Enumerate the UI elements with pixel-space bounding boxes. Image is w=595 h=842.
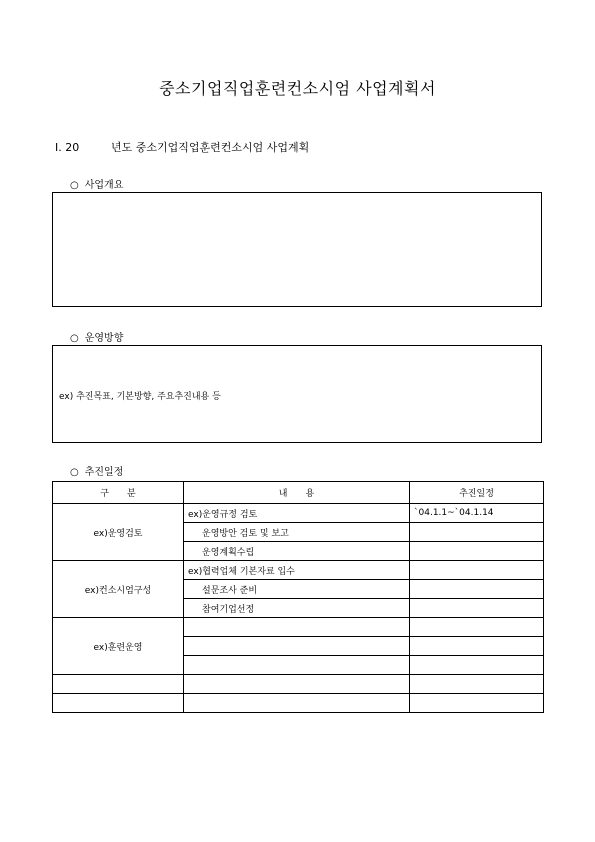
section-number: Ⅰ. 20 [55, 141, 80, 154]
bullet-circle-icon: ○ [70, 180, 79, 191]
table-row [53, 618, 544, 637]
content-cell[interactable] [184, 675, 410, 694]
subsection-direction-heading [70, 329, 123, 344]
content-cell[interactable]: 참여기업선정 [184, 599, 410, 618]
table-header-row [53, 482, 544, 504]
schedule-table [52, 481, 544, 713]
content-cell[interactable] [184, 637, 410, 656]
content-cell[interactable]: 운영방안 검토 및 보고 [184, 523, 410, 542]
schedule-cell[interactable] [410, 523, 544, 542]
bullet-circle-icon: ○ [70, 333, 79, 344]
section-title: 년도 중소기업직업훈련컨소시엄 사업계획 [111, 141, 310, 154]
category-cell[interactable]: ex)훈련운영 [53, 618, 184, 675]
header-category: 구 분 [53, 482, 184, 504]
bullet-circle-icon: ○ [70, 467, 79, 478]
content-cell[interactable]: ex)운영규정 검토 [184, 504, 410, 523]
overview-input-box[interactable] [52, 192, 542, 307]
schedule-cell[interactable] [410, 637, 544, 656]
schedule-cell[interactable] [410, 561, 544, 580]
content-cell[interactable] [184, 694, 410, 713]
subsection-overview-heading [70, 176, 123, 191]
schedule-cell[interactable] [410, 580, 544, 599]
content-cell[interactable]: ex)협력업체 기본자료 입수 [184, 561, 410, 580]
schedule-cell[interactable] [410, 542, 544, 561]
subsection-overview-label: 사업개요 [84, 180, 124, 191]
category-cell[interactable] [53, 694, 184, 713]
content-cell[interactable] [184, 656, 410, 675]
table-row [53, 504, 544, 523]
header-schedule: 추진일정 [410, 482, 544, 504]
subsection-schedule-heading [70, 463, 123, 478]
schedule-cell[interactable] [410, 694, 544, 713]
schedule-cell[interactable]: `04.1.1~`04.1.14 [410, 504, 544, 523]
subsection-direction-label: 운영방향 [84, 333, 124, 344]
schedule-cell[interactable] [410, 675, 544, 694]
category-cell[interactable] [53, 675, 184, 694]
document-title: 중소기업직업훈련컨소시엄 사업계획서 [159, 79, 436, 98]
table-row [53, 561, 544, 580]
direction-input-box[interactable] [52, 345, 542, 443]
category-cell[interactable]: ex)컨소시엄구성 [53, 561, 184, 618]
content-cell[interactable] [184, 618, 410, 637]
category-cell[interactable]: ex)운영검토 [53, 504, 184, 561]
schedule-cell[interactable] [410, 656, 544, 675]
content-cell[interactable]: 운영계획수립 [184, 542, 410, 561]
table-row [53, 694, 544, 713]
schedule-cell[interactable] [410, 599, 544, 618]
section-heading [55, 139, 309, 155]
schedule-cell[interactable] [410, 618, 544, 637]
direction-example-text: ex) 추진목표, 기본방향, 주요추진내용 등 [59, 392, 221, 402]
header-content: 내 용 [184, 482, 410, 504]
content-cell[interactable]: 설문조사 준비 [184, 580, 410, 599]
subsection-schedule-label: 추진일정 [84, 467, 124, 478]
table-row [53, 675, 544, 694]
